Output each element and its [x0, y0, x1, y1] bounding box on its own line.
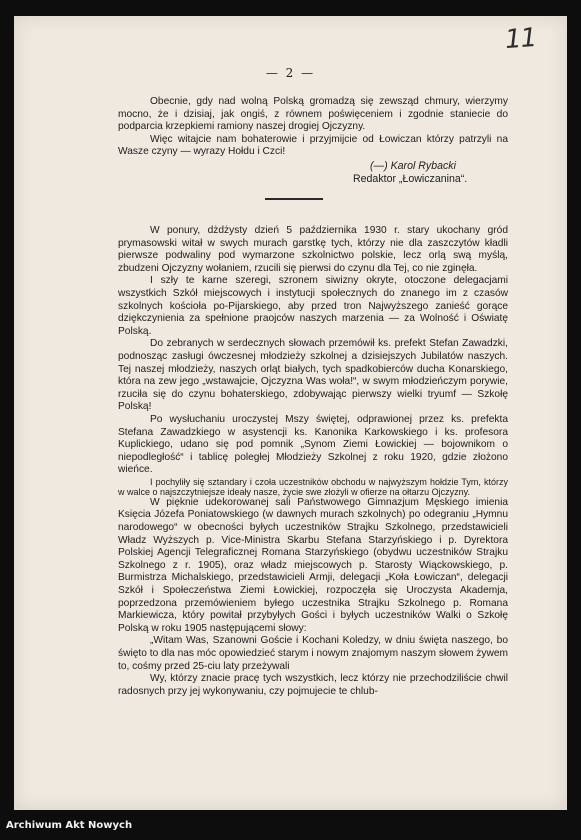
paragraph: Po wysłuchaniu uroczystej Mszy świętej, odprawionej przez ks. prefekta Stefana Zawadzkiego w asystencji ks. Kanonika Karkowskiego i ks. profesora Kuplickiego, udano się pod pomnik „Synom Ziemi Łowickiej — bojownikom o niepodległość“ i tablicę poległej Młodzieży Szkolnej z roku 1920, gdzie złożono wieńce. [118, 413, 508, 476]
paragraph: Więc witajcie nam bohaterowie i przyjmijcie od Łowiczan którzy patrzyli na Wasze czyny — wyrazy Hołdu i Czci! [118, 133, 508, 158]
paragraph: Obecnie, gdy nad wolną Polską gromadzą się zewsząd chmury, wierzymy mocno, że i dzisiaj, jak ongiś, z równem poświęceniem i zgodnie staniecie do podparcia krzepkiemi ramiony naszej drogiej Ojczyzny. [118, 96, 508, 133]
paragraph: Do zebranych w serdecznych słowach przemówił ks. prefekt Stefan Zawadzki, podnosząc zasługi ówczesnej młodzieży szkolnej a dzisiejszych Jubilatów naszych. Tej naszej młodzieży, naszych orląt białych, tych spadkobierców ducha Konarskiego, która na zew jego „wstawajcie, Ojczyzna Was woła!“, w swym młodzieńczym porywie, rzuciła się do czynu bohaterskiego, zdobywając pierwszy wielki tryumf — Szkołę Polską! [118, 338, 508, 413]
page-number: — 2 — [265, 66, 316, 80]
archive-footer [0, 811, 581, 840]
signature-name: (—) Karol Rybacki [370, 160, 456, 172]
paragraph: I szły te karne szeregi, szronem siwizny okryte, otoczone delegacjami wszystkich Szkół miejscowych i instytucji społecznych do znanego im z czasów szkolnych kościoła po-Pijarskiego, aby przed tron Najwyższego zanieść gorące dziękczynienia za spełnione praojców naszych marzenia — za Wolność i Oświatę Polską. [118, 275, 508, 337]
signature-role: Redaktor „Łowiczanina“. [353, 173, 468, 185]
paragraph: „Witam Was, Szanowni Goście i Kochani Koledzy, w dniu święta naszego, bo święto to dla nas móc opowiedzieć starym i nowym znajomym naszym słowem żywem to, cośmy przed 25-ciu laty przeżywali [118, 635, 508, 672]
intro-text [118, 96, 508, 159]
paragraph: Wy, którzy znacie pracę tych wszystkich, lecz którzy nie przechodziliście chwil radosnych przy jej wykonywaniu, czy pojmujecie te chlub- [118, 673, 508, 697]
folio-number: 11 [503, 22, 538, 56]
small-note: I pochyliły się sztandary i czoła uczestników obchodu w najwyższym hołdzie Tym, którzy w walce o najszczytniejsze ideały nasze, życie swe złożyli w ofierze na ołtarzu Ojczyzny. [118, 476, 508, 497]
section-divider [265, 198, 323, 200]
paragraph: W pięknie udekorowanej sali Państwowego Gimnazjum Męskiego imienia Księcia Józefa Poniatowskiego (w dawnych murach szkolnych) po odegraniu „Hymnu narodowego“ w obecności byłych uczestników Strajku Szkolnego, przedstawicieli Władz Wyższych p. Vice-Ministra Skarbu Stefana Starzyńskiego i p. Dyrektora Polskiej Agencji Telegraficznej Romana Starzyńskiego (obydwu uczestników Strajku Szkolnego z r. 1905), oraz władz miejscowych p. Starosty Wiąckowskiego, p. Burmistrza Michalskiego, przedstawicieli Armji, delegacji „Koła Łowiczan“, delegacji Szkół i Społeczeństwa Ziemi Łowickiej, rozpoczęła się Uroczysta Akademja, poprzedzona przemówieniem byłego uczestnika Strajku Szkolnego p. Romana Markiewicza, który powitał przybyłych Gości i byłych uczestników Walki o Szkołę Polską w roku 1905 następującemi słowy: [118, 496, 508, 634]
archive-name: Archiwum Akt Nowych [6, 820, 133, 831]
body-text [118, 225, 508, 698]
paragraph: W ponury, dżdżysty dzień 5 października 1930 r. stary ukochany gród prymasowski witał w swych murach garstkę tych, którzy nie dla zaszczytów kładli pierwsze podwaliny pod wymarzone szkolnictwo polskie, lecz orlą swą myślą, zbudzeni Ojczyzny wołaniem, rzucili się pierwsi do czynu dla Tej, co nie zginęła. [118, 225, 508, 274]
